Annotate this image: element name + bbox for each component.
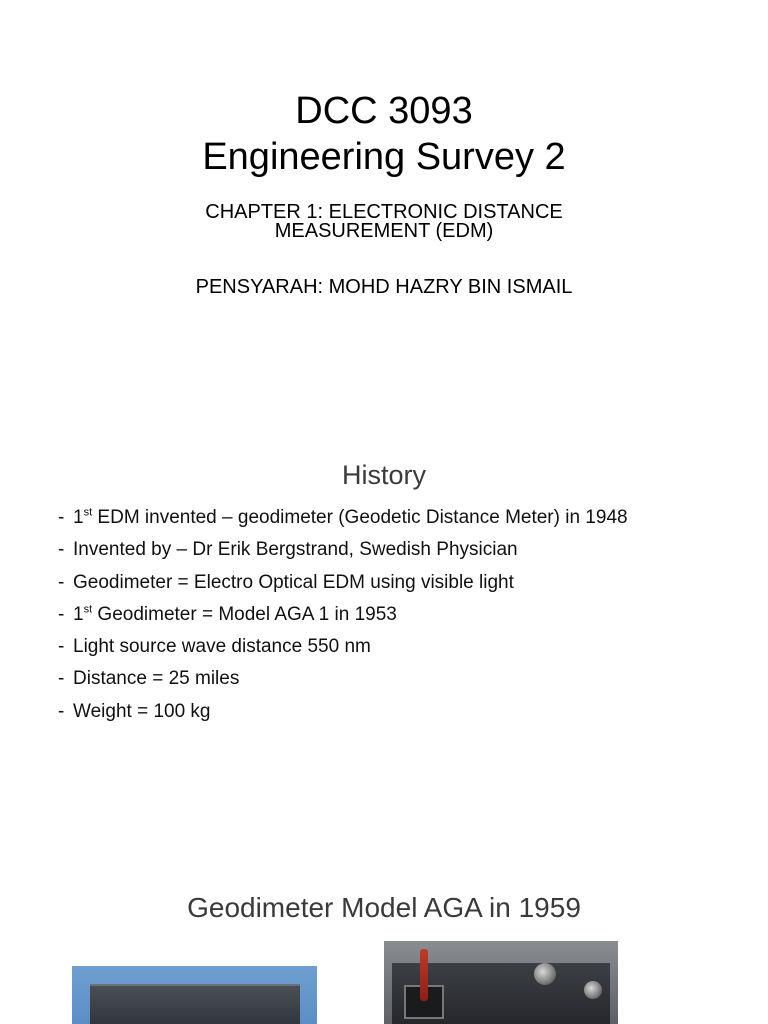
lecturer-name: PENSYARAH: MOHD HAZRY BIN ISMAIL (195, 276, 573, 298)
bullet-text: Geodimeter = Model AGA 1 in 1953 (92, 603, 397, 625)
device-knob (534, 963, 556, 985)
bullet-text: Distance = 25 miles (73, 668, 240, 690)
bullet-dash: - (58, 571, 65, 593)
device-rod (420, 949, 428, 1001)
list-item (58, 631, 628, 663)
bullet-superscript: st (83, 603, 93, 616)
list-item (58, 599, 628, 631)
bullet-text: Weight = 100 kg (73, 700, 211, 722)
bullet-text: Invented by – Dr Erik Bergstrand, Swedish Physician (73, 539, 518, 561)
bullet-dash: - (58, 636, 65, 658)
bullet-prefix: 1 (73, 507, 84, 528)
bullet-superscript: st (83, 506, 93, 519)
bullet-text: EDM invented – geodimeter (Geodetic Distance Meter) in 1948 (92, 507, 628, 528)
bullet-dash: - (58, 539, 65, 561)
chapter-title (0, 203, 768, 241)
bullet-text: Geodimeter = Electro Optical EDM using visible light (73, 571, 514, 593)
course-code: DCC 3093 (295, 90, 473, 132)
bullet-dash: - (58, 603, 65, 625)
chapter-title-line-1: CHAPTER 1: ELECTRONIC DISTANCE (205, 201, 563, 223)
course-name: Engineering Survey 2 (202, 136, 566, 178)
bullet-prefix: 1 (73, 603, 84, 625)
list-item (58, 663, 628, 695)
bullet-dash: - (58, 668, 65, 690)
bullet-dash: - (58, 700, 65, 722)
list-item (58, 534, 628, 566)
device-body (90, 984, 300, 1024)
history-title: History (341, 460, 426, 490)
history-bullet-list (58, 502, 628, 728)
device-knob (584, 981, 602, 999)
list-item (58, 696, 628, 728)
chapter-title-line-2: MEASUREMENT (EDM) (274, 220, 494, 242)
list-item (58, 567, 628, 599)
geodimeter-photo-right (384, 941, 618, 1024)
geodimeter-title: Geodimeter Model AGA in 1959 (187, 892, 581, 923)
bullet-text: Light source wave distance 550 nm (73, 636, 371, 658)
bullet-dash: - (58, 507, 65, 528)
list-item (58, 502, 628, 534)
geodimeter-photo-left (72, 966, 317, 1024)
